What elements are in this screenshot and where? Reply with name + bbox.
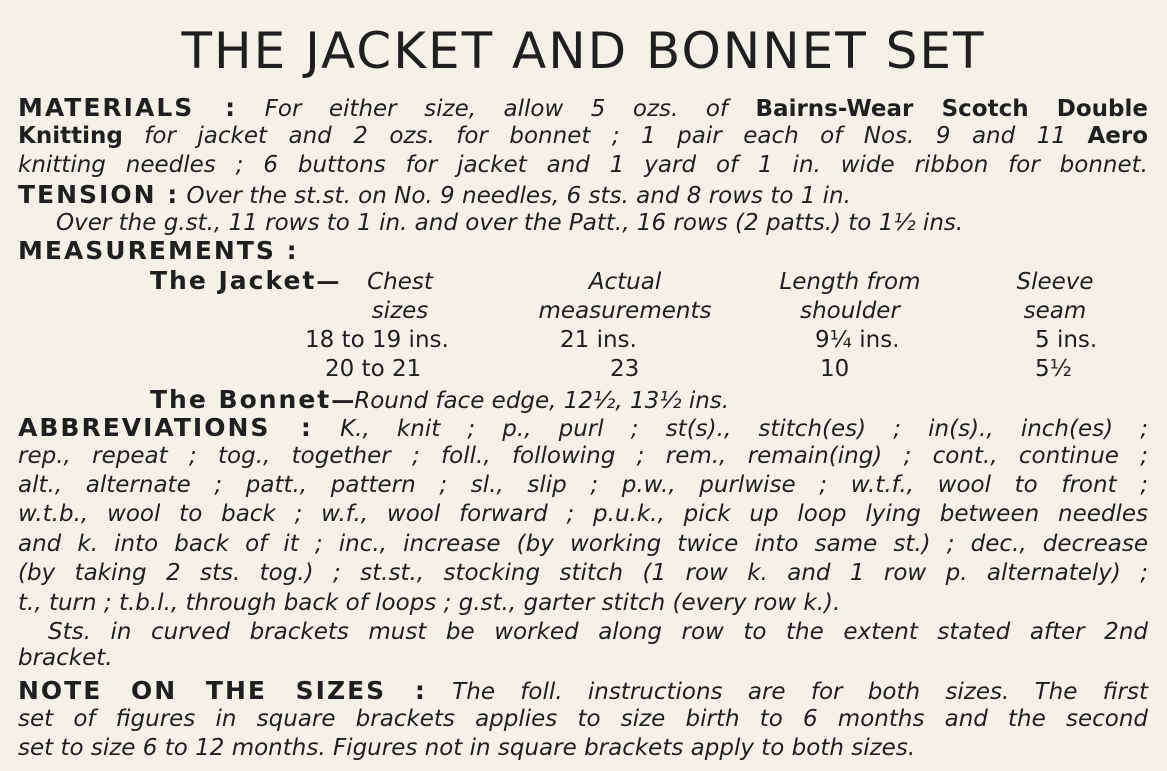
abbrev-line-3: alt., alternate ; patt., pattern ; sl., slip ; p.w., purlwise ; w.t.f., wool to front ; [18, 472, 1148, 498]
abbrev-line-9: bracket. [18, 645, 113, 671]
col-head-sleeve [970, 268, 1140, 326]
row1-length: 9¼ ins. [815, 327, 900, 353]
row2-length: 10 [820, 356, 850, 382]
row2-chest: 20 to 21 [325, 356, 422, 382]
materials-text: For either size, allow 5 ozs. of [237, 96, 756, 122]
materials-line-2 [18, 122, 1148, 151]
page-title: THE JACKET AND BONNET SET [181, 22, 986, 80]
col-head-chest [300, 268, 500, 326]
dash: — [331, 388, 355, 414]
note-text: The foll. instructions are for both sizes. The first [426, 679, 1148, 705]
col-head-line: sizes [371, 298, 429, 324]
col-head-length [750, 268, 950, 326]
abbrev-line-5: and k. into back of it ; inc., increase (by working twice into same st.) ; dec., decrease [18, 531, 1148, 557]
bonnet-text: Round face edge, 12½, 13½ ins. [354, 388, 730, 414]
col-head-line: Sleeve [1016, 269, 1094, 295]
abbrev-line-2: rep., repeat ; tog., together ; foll., following ; rem., remain(ing) ; cont., continue ; [18, 443, 1148, 469]
row1-actual: 21 ins. [560, 327, 637, 353]
tension-line-1 [18, 180, 1148, 211]
col-head-line: shoulder [800, 298, 900, 324]
abbrev-text: K., knit ; p., purl ; st(s)., stitch(es) ; in(s)., inch(es) ; [312, 416, 1148, 442]
abbrev-line-7: t., turn ; t.b.l., through back of loops ; g.st., garter stitch (every row k.). [18, 590, 841, 616]
col-head-actual [510, 268, 740, 326]
tension-text: Over the st.st. on No. 9 needles, 6 sts. and 8 rows to 1 in. [179, 183, 851, 209]
note-line-3: set to size 6 to 12 months. Figures not in square brackets apply to both sizes. [18, 735, 916, 761]
row1-chest: 18 to 19 ins. [305, 327, 449, 353]
materials-text: for jacket and 2 ozs. for bonnet ; 1 pair each of Nos. 9 and 11 [122, 123, 1088, 149]
tension-heading: TENSION : [18, 180, 180, 209]
abbrev-line-8: Sts. in curved brackets must be worked along row to the extent stated after 2nd [48, 619, 1148, 645]
abbreviations-heading: ABBREVIATIONS : [18, 413, 313, 442]
jacket-label: The Jacket [150, 266, 317, 295]
abbrev-line-6: (by taking 2 sts. tog.) ; st.st., stocking stitch (1 row k. and 1 row p. alternately) ; [18, 560, 1148, 586]
row2-sleeve: 5½ [1035, 356, 1072, 382]
col-head-line: measurements [538, 298, 712, 324]
tension-line-2: Over the g.st., 11 rows to 1 in. and over the Patt., 16 rows (2 patts.) to 1½ ins. [56, 210, 964, 236]
bonnet-line [150, 385, 1050, 416]
col-head-line: Length from [779, 269, 921, 295]
measurements-heading-line [18, 236, 1148, 267]
note-heading: NOTE ON THE SIZES : [18, 676, 427, 705]
abbrev-line-1 [18, 413, 1148, 444]
measurements-heading: MEASUREMENTS : [18, 236, 299, 265]
bonnet-label: The Bonnet [150, 385, 332, 414]
materials-line-1 [18, 93, 1148, 124]
note-line-2: set of figures in square brackets applies to size birth to 6 months and the second [18, 706, 1148, 732]
col-head-line: seam [1023, 298, 1087, 324]
yarn-name: Bairns-Wear Scotch Double [755, 96, 1148, 122]
dash: — [316, 269, 340, 295]
col-head-line: Chest [367, 269, 433, 295]
needle-brand: Aero [1087, 123, 1148, 149]
note-line-1 [18, 676, 1148, 707]
materials-line-3: knitting needles ; 6 buttons for jacket and 1 yard of 1 in. wide ribbon for bonnet. [18, 152, 1148, 178]
row2-actual: 23 [610, 356, 640, 382]
col-head-line: Actual [588, 269, 662, 295]
abbrev-line-4: w.t.b., wool to back ; w.f., wool forward ; p.u.k., pick up loop lying between needles [18, 501, 1148, 527]
yarn-name-cont: Knitting [18, 123, 123, 149]
row1-sleeve: 5 ins. [1035, 327, 1098, 353]
materials-heading: MATERIALS : [18, 93, 238, 122]
